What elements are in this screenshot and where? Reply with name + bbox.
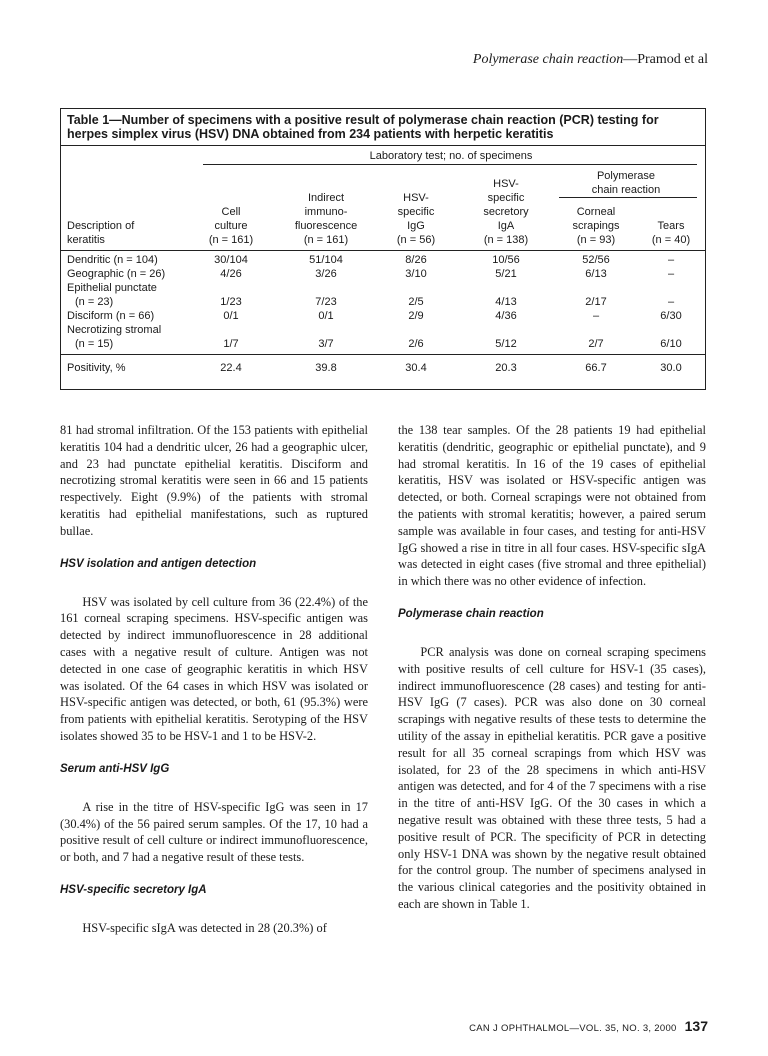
table-cell: 0/1: [223, 310, 239, 322]
table-cell: 1/7: [223, 338, 239, 350]
paragraph: the 138 tear samples. Of the 28 patients 19 had epithelial keratitis (dendritic, geographic or epithelial punctate), and 9 had stromal keratitis. In 16 of the 19 cases of epithelial keratitis, HSV was isolated or HSV-specific antigen was detected, or both. Corneal scrapings were not obtained from the patients with stromal keratitis; however, a paired serum sample was available in four cases, and testing for anti-HSV IgG showed a rise in titre in all four cases. HSV-specific sIgA was detected in eight cases (five stromal and three epithelial) in which there was no other evidence of infection.: [398, 423, 706, 589]
th-iga-2: specific: [487, 192, 525, 204]
running-head-author: —Pramod et al: [623, 52, 708, 67]
journal-citation: CAN J OPHTHALMOL—VOL. 35, NO. 3, 2000: [469, 1023, 677, 1034]
table-cell: 39.8: [315, 362, 337, 374]
th-cell-3: (n = 161): [208, 234, 254, 246]
table-row-label: Epithelial punctate: [67, 282, 157, 294]
table-cell: 6/13: [585, 268, 607, 280]
th-ifa-2: immuno-: [304, 206, 348, 218]
paragraph: HSV-specific sIgA was detected in 28 (20.3%) of: [82, 920, 327, 935]
left-column: [60, 422, 368, 937]
th-igg-4: (n = 56): [396, 234, 436, 246]
section-heading: Polymerase chain reaction: [398, 607, 544, 620]
table-title-rule: [61, 145, 705, 146]
table-spanner: Laboratory test; no. of specimens: [369, 150, 533, 162]
table-spanner-rule: [203, 164, 697, 165]
table-row-label-cont: (n = 15): [75, 338, 114, 350]
paragraph: 81 had stromal infiltration. Of the 153 patients with epithelial keratitis 104 had a dendritic ulcer, 26 had a geographic ulcer, and 23 had punctate epithelial keratitis. Disciform and necrotizing stromal keratitis were seen in 66 and 15 patients respectively. Eight (9.9%) of the patients with stromal keratitis had epithelial manifestations, such as ruptured bullae.: [60, 423, 368, 538]
table-cell: 4/13: [495, 296, 517, 308]
th-cell-1: Cell: [221, 206, 241, 218]
table-cell: 4/26: [220, 268, 242, 280]
table-cell: 22.4: [220, 362, 242, 374]
table-cell: 10/56: [492, 254, 520, 266]
table-cell: 20.3: [495, 362, 517, 374]
table-cell: –: [592, 310, 600, 322]
table-row-label: Necrotizing stromal: [67, 324, 162, 336]
table-cell: 30.4: [405, 362, 427, 374]
table-cell: 2/7: [588, 338, 604, 350]
th-igg-2: specific: [397, 206, 435, 218]
table-row-label: Geographic (n = 26): [67, 268, 166, 280]
th-desc-2: keratitis: [67, 234, 105, 246]
right-column: [398, 422, 706, 913]
table-cell: 8/26: [405, 254, 427, 266]
table-cell: –: [667, 254, 675, 266]
table-cell: 30.0: [660, 362, 682, 374]
table-cell: –: [667, 296, 675, 308]
table-1: [60, 108, 706, 390]
table-row-label-cont: (n = 23): [75, 296, 114, 308]
table-header-rule: [61, 250, 705, 251]
th-ifa-3: fluorescence: [294, 220, 358, 232]
table-cell: 3/26: [315, 268, 337, 280]
paragraph: A rise in the titre of HSV-specific IgG was seen in 17 (30.4%) of the 56 paired serum samples. Of the 17, 10 had a positive result of cell culture or indirect immunofluorescence, or both, and 7 had a negative result of these tests.: [60, 799, 368, 865]
section-heading: HSV-specific secretory IgA: [60, 883, 207, 896]
table-title: Table 1—Number of specimens with a positive result of polymerase chain reaction (PCR) testing for herpes simplex virus (HSV) DNA obtained from 234 patients with herpetic keratitis: [67, 113, 659, 141]
th-iga-5: (n = 138): [483, 234, 529, 246]
th-corneal-2: scrapings: [572, 220, 620, 232]
table-cell: 52/56: [582, 254, 610, 266]
th-ifa-1: Indirect: [307, 192, 345, 204]
th-iga-3: secretory: [483, 206, 529, 218]
th-tears-2: (n = 40): [651, 234, 691, 246]
th-desc-1: Description of: [67, 220, 135, 232]
th-iga-1: HSV-: [493, 178, 519, 190]
running-head-title: Polymerase chain reaction: [472, 52, 624, 67]
table-cell: 6/30: [660, 310, 682, 322]
table-cell: –: [667, 268, 675, 280]
section-heading: Serum anti-HSV IgG: [60, 762, 170, 775]
th-iga-4: IgA: [497, 220, 515, 232]
table-row-label: Positivity, %: [67, 362, 126, 374]
table-cell: 66.7: [585, 362, 607, 374]
table-cell: 0/1: [318, 310, 334, 322]
table-cell: 5/12: [495, 338, 517, 350]
table-cell: 3/7: [318, 338, 334, 350]
table-cell: 51/104: [309, 254, 343, 266]
th-cell-2: culture: [214, 220, 248, 232]
th-ifa-4: (n = 161): [303, 234, 349, 246]
running-head: [473, 52, 708, 68]
table-row-label: Disciform (n = 66): [67, 310, 155, 322]
table-cell: 4/36: [495, 310, 517, 322]
table-cell: 5/21: [495, 268, 517, 280]
table-cell: 6/10: [660, 338, 682, 350]
th-igg-1: HSV-: [403, 192, 429, 204]
table-cell: 7/23: [315, 296, 337, 308]
paragraph: PCR analysis was done on corneal scraping specimens with positive results of cell culture for HSV-1 (35 cases), indirect immunofluorescence (28 cases) and testing for anti-HSV IgG (7 cases). PCR was also done on 30 corneal scrapings with negative results of these tests to determine the utility of the assay in epithelial keratitis. PCR gave a positive result for all 35 corneal scrapings from which HSV was isolated, for 23 of the 28 specimens in which anti-HSV antigen was detected, and for 4 of the 7 specimens with a rise in the titre of anti-HSV IgG. Of the 30 cases in which a negative result was obtained with these three tests, 5 had a positive result of PCR. The specificity of PCR in detecting only HSV-1 DNA was shown by the negative result obtained for the control group. The number of specimens analysed in the various clinical categories and the positivity obtained in each are shown in Table 1.: [398, 644, 706, 911]
section-heading: HSV isolation and antigen detection: [60, 557, 257, 570]
table-cell: 2/5: [408, 296, 424, 308]
table-cell: 3/10: [405, 268, 427, 280]
paragraph: HSV was isolated by cell culture from 36 (22.4%) of the 161 corneal scraping specimens. HSV-specific antigen was detected by indirect immunofluorescence in 28 additional cases with a negative result of culture. Antigen was not detected in one case of geographic keratitis in which HSV was isolated. Of the 64 cases in which HSV was isolated or HSV-specific antigen was detected, or both, 61 (95.3%) were from patients with epithelial keratitis. Serotyping of the HSV isolates showed 35 to be HSV-1 and 1 to be HSV-2.: [60, 594, 368, 743]
th-corneal-1: Corneal: [576, 206, 616, 218]
page-footer: [469, 1018, 708, 1034]
th-pcr-1: Polymerase: [596, 170, 656, 182]
th-corneal-3: (n = 93): [576, 234, 616, 246]
th-pcr-2: chain reaction: [591, 184, 661, 196]
table-cell: 2/9: [408, 310, 424, 322]
th-igg-3: IgG: [407, 220, 425, 232]
table-cell: 30/104: [214, 254, 248, 266]
pcr-spanner-rule: [559, 197, 697, 198]
table-total-rule: [61, 354, 705, 355]
th-tears-1: Tears: [657, 220, 685, 232]
table-cell: 2/6: [408, 338, 424, 350]
page-number: 137: [684, 1018, 708, 1034]
table-cell: 2/17: [585, 296, 607, 308]
table-row-label: Dendritic (n = 104): [67, 254, 158, 266]
table-cell: 1/23: [220, 296, 242, 308]
